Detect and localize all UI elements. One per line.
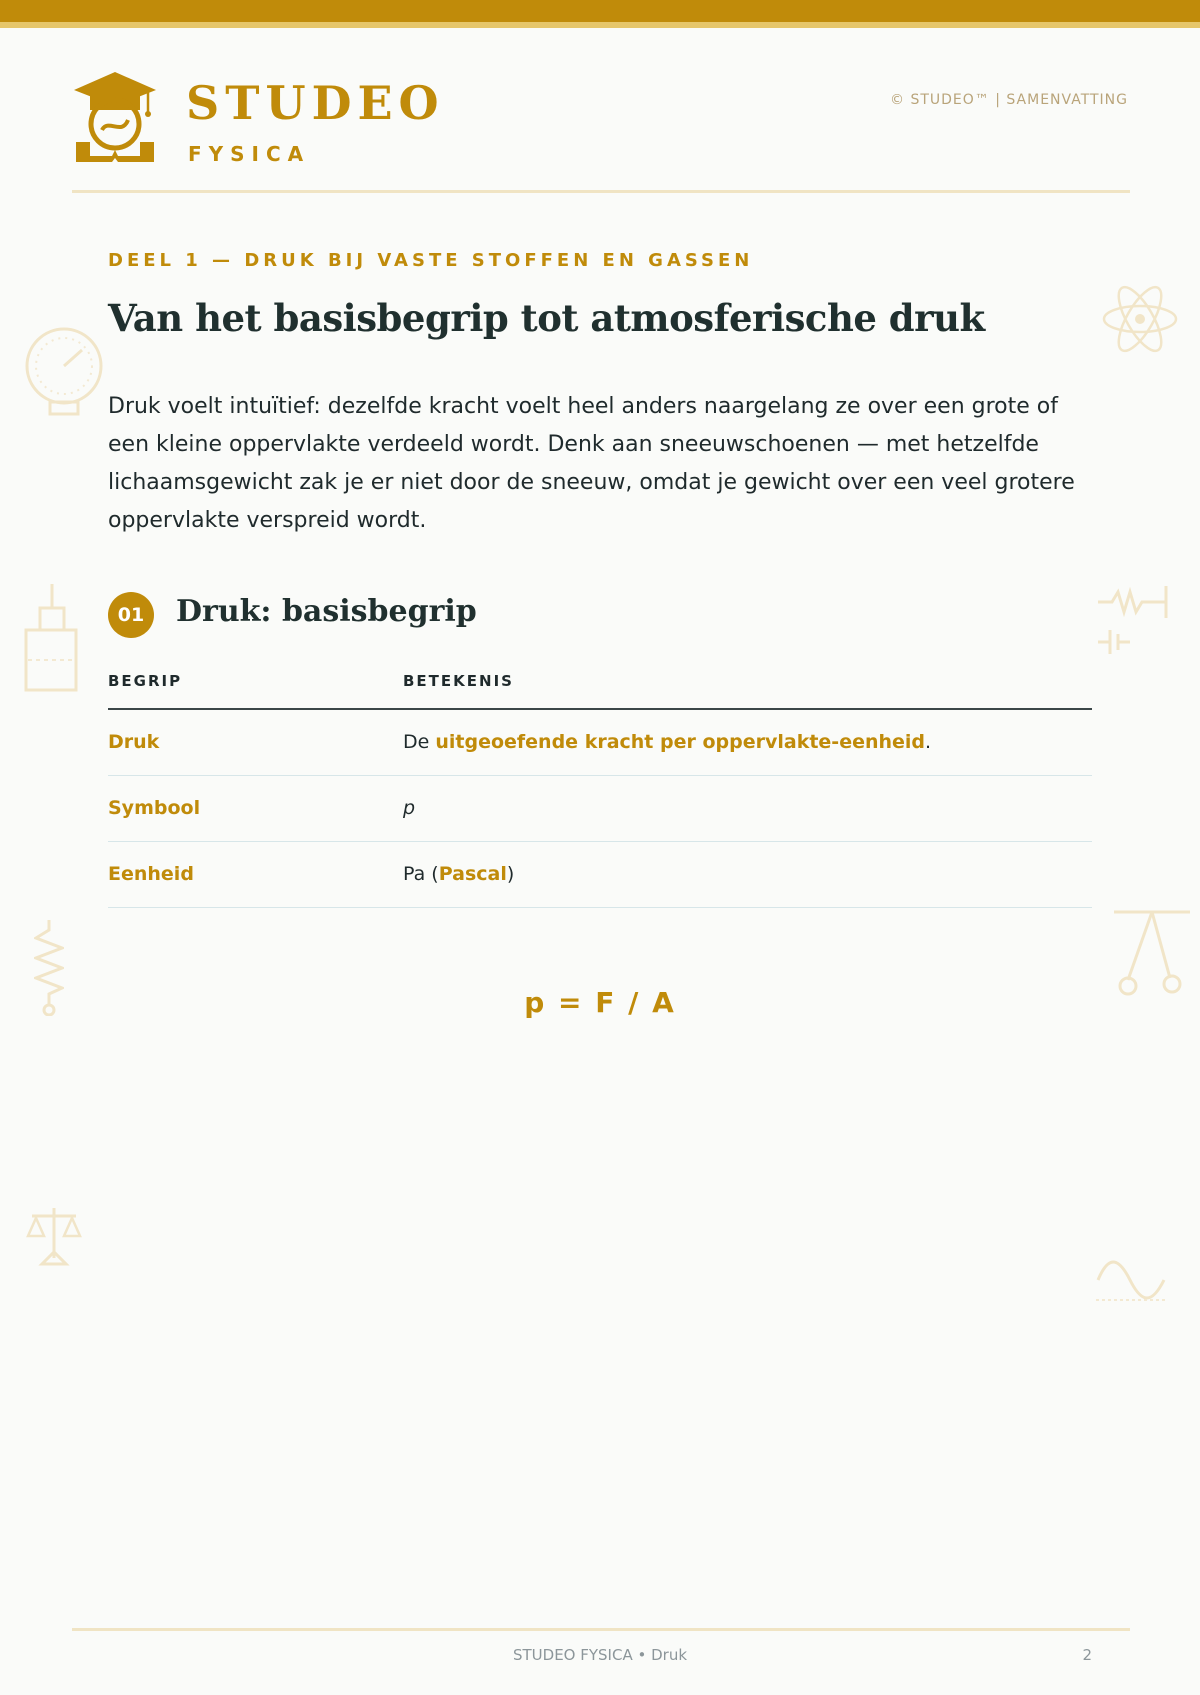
brand-name: STUDEO: [186, 76, 445, 130]
meaning-text-end: ): [506, 863, 515, 885]
pressure-formula: p = F / A: [524, 986, 676, 1019]
top-accent-bar: [0, 0, 1200, 22]
balance-scale-icon: [26, 1204, 82, 1266]
circuit-icon: [1098, 586, 1172, 656]
term-cell: Eenheid: [108, 841, 403, 907]
section-kicker: DEEL 1 — DRUK BIJ VASTE STOFFEN EN GASSEN: [108, 250, 754, 271]
term-cell: Druk: [108, 709, 403, 775]
table-header-row: [108, 668, 1092, 709]
footer-divider: [72, 1628, 1130, 1631]
meaning-text: Pa (: [403, 863, 439, 885]
flask-icon: [24, 584, 80, 694]
footer-text: STUDEO FYSICA • Druk: [512, 1646, 688, 1664]
column-header-term: BEGRIP: [108, 668, 403, 709]
meaning-text-end: .: [925, 731, 932, 754]
intro-paragraph: Druk voelt intuïtief: dezelfde kracht voelt heel anders naargelang ze over een grote of een kleine oppervlakte verdeeld wordt. Denk aan sneeuwschoenen — met hetzelfde lichaamsgewicht zak je er niet door de sneeuw, omdat je gewicht over een veel grotere oppervlakte verspreid wordt.: [108, 394, 1075, 533]
section-title: Druk: basisbegrip: [176, 594, 477, 629]
graduation-cap-logo-icon: [72, 70, 158, 166]
pendulum-icon: [1114, 908, 1190, 996]
term-cell: Symbool: [108, 775, 403, 841]
header-divider: [72, 190, 1130, 193]
table-row: [108, 709, 1092, 775]
meaning-cell: [403, 841, 1092, 907]
table-row: [108, 775, 1092, 841]
pressure-gauge-icon: [24, 326, 106, 418]
header-meta: © STUDEO™ | SAMENVATTING: [890, 92, 1128, 108]
brand-subject: FYSICA: [188, 142, 311, 166]
wave-icon: [1096, 1256, 1166, 1304]
page-number: 2: [1082, 1646, 1092, 1664]
meaning-cell: [403, 709, 1092, 775]
column-header-meaning: BETEKENIS: [403, 668, 1092, 709]
meaning-cell: [403, 775, 1092, 841]
atom-icon: [1100, 284, 1180, 354]
meaning-text: De: [403, 731, 436, 754]
top-accent-bar-edge: [0, 22, 1200, 28]
page-title: Van het basisbegrip tot atmosferische druk: [108, 296, 985, 340]
table-row: [108, 841, 1092, 907]
meaning-highlight: Pascal: [438, 863, 507, 885]
page-header: [72, 70, 1128, 190]
definition-table: [108, 668, 1092, 908]
symbol-value: p: [403, 797, 416, 819]
meaning-highlight: uitgeoefende kracht per oppervlakte-eenheid: [435, 731, 926, 754]
section-number-badge: 01: [108, 592, 154, 638]
